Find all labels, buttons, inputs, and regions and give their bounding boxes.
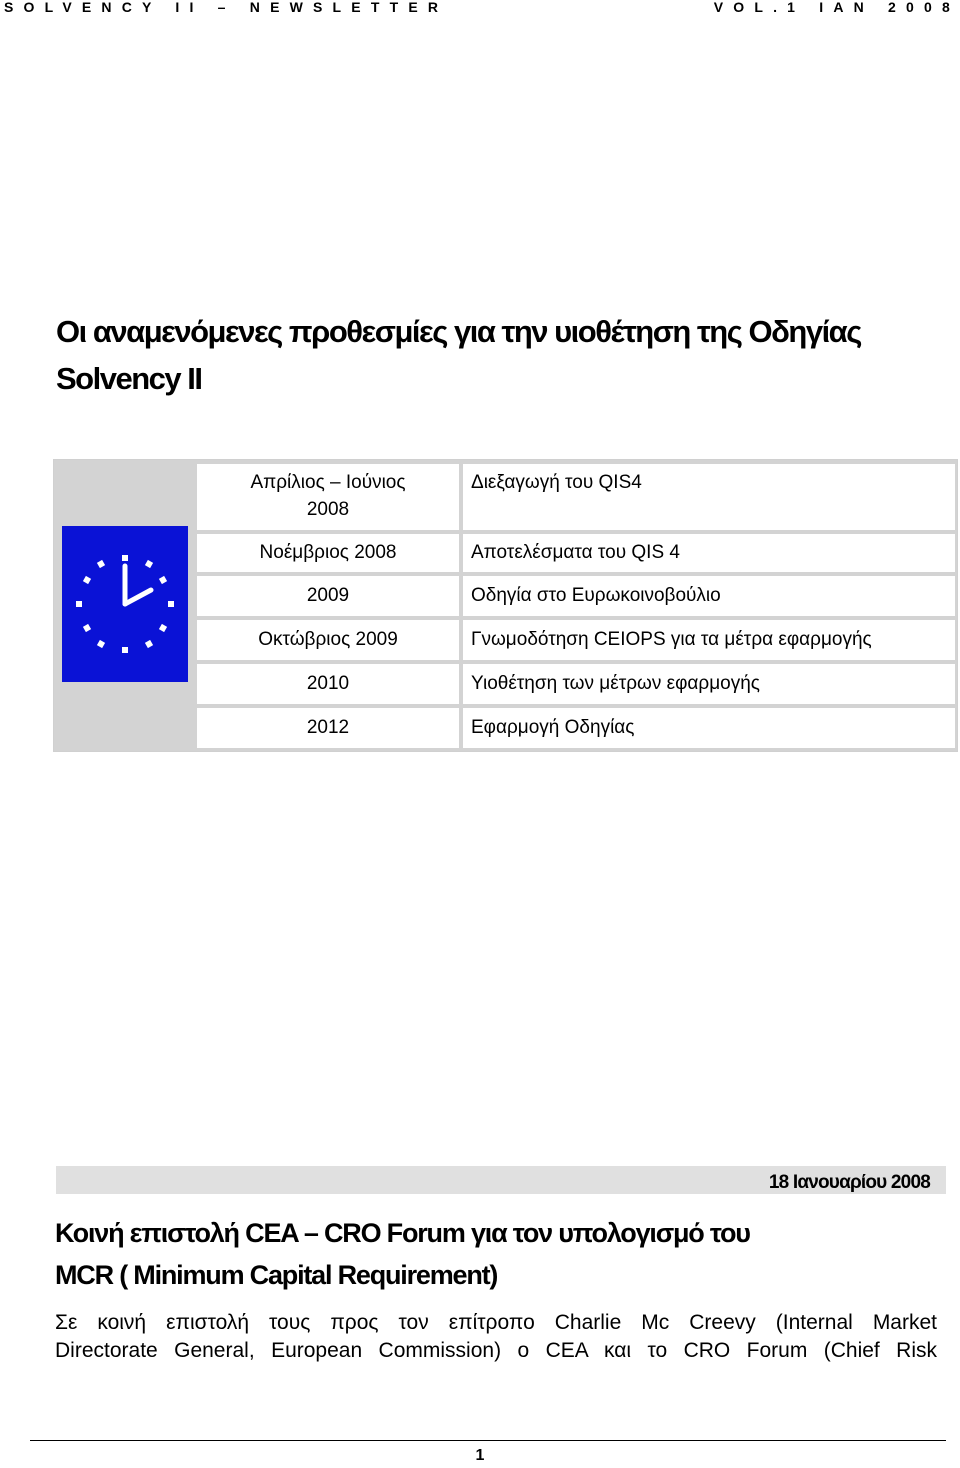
- timeline-row: [197, 664, 955, 704]
- timeline-event: Αποτελέσματα του QIS 4: [463, 534, 955, 572]
- news-date-bar: [56, 1166, 946, 1194]
- timeline-event: Διεξαγωγή του QIS4: [463, 464, 955, 530]
- timeline-row: [197, 708, 955, 748]
- news-title: [55, 1212, 950, 1296]
- timeline-event: Οδηγία στο Ευρωκοινοβούλιο: [463, 576, 955, 616]
- footer-divider: [30, 1440, 946, 1441]
- timeline-date: Οκτώβριος 2009: [197, 620, 459, 660]
- timeline-row: [197, 620, 955, 660]
- news-date: 18 Ιανουαρίου 2008: [768, 1172, 930, 1193]
- news-body: [55, 1309, 937, 1365]
- timeline-event: Υιοθέτηση των μέτρων εφαρμογής: [463, 664, 955, 704]
- news-body-line-1: Σε κοινή επιστολή τους προς τον επίτροπο Charlie Mc Creevy (Internal Market: [55, 1311, 937, 1334]
- page-title: [56, 308, 956, 402]
- timeline-date: Νοέμβριος 2008: [197, 534, 459, 572]
- timeline-row: [197, 464, 955, 530]
- timeline-date: 2009: [197, 576, 459, 616]
- timeline-event: Εφαρμογή Οδηγίας: [463, 708, 955, 748]
- clock-cell: [62, 526, 188, 682]
- header-title: SOLVENCY II – NEWSLETTER: [4, 0, 449, 15]
- timeline-date: Απρίλιος – Ιούνιος 2008: [197, 464, 459, 530]
- timeline-row: [197, 534, 955, 572]
- news-title-line-2: MCR ( Minimum Capital Requirement): [55, 1260, 498, 1290]
- header-volume: VOL.1 IAN 2008: [713, 0, 960, 15]
- page-number: 1: [475, 1447, 485, 1464]
- news-title-line-1: Κοινή επιστολή CEA – CRO Forum για τον υπολογισμό του: [55, 1218, 750, 1248]
- timeline-row: [197, 576, 955, 616]
- timeline-date: 2010: [197, 664, 459, 704]
- newsletter-header: [0, 0, 960, 18]
- page-title-line-2: Solvency II: [56, 361, 202, 396]
- timeline-event: Γνωμοδότηση CEIOPS για τα μέτρα εφαρμογής: [463, 620, 955, 660]
- timeline-table: [53, 459, 958, 752]
- page-title-line-1: Οι αναμενόμενες προθεσμίες για την υιοθέτηση της Οδηγίας: [56, 314, 861, 349]
- timeline-date: 2012: [197, 708, 459, 748]
- news-body-line-2: Directorate General, European Commission) ο CEA και το CRO Forum (Chief Risk: [55, 1339, 937, 1362]
- clock-icon: [62, 526, 188, 682]
